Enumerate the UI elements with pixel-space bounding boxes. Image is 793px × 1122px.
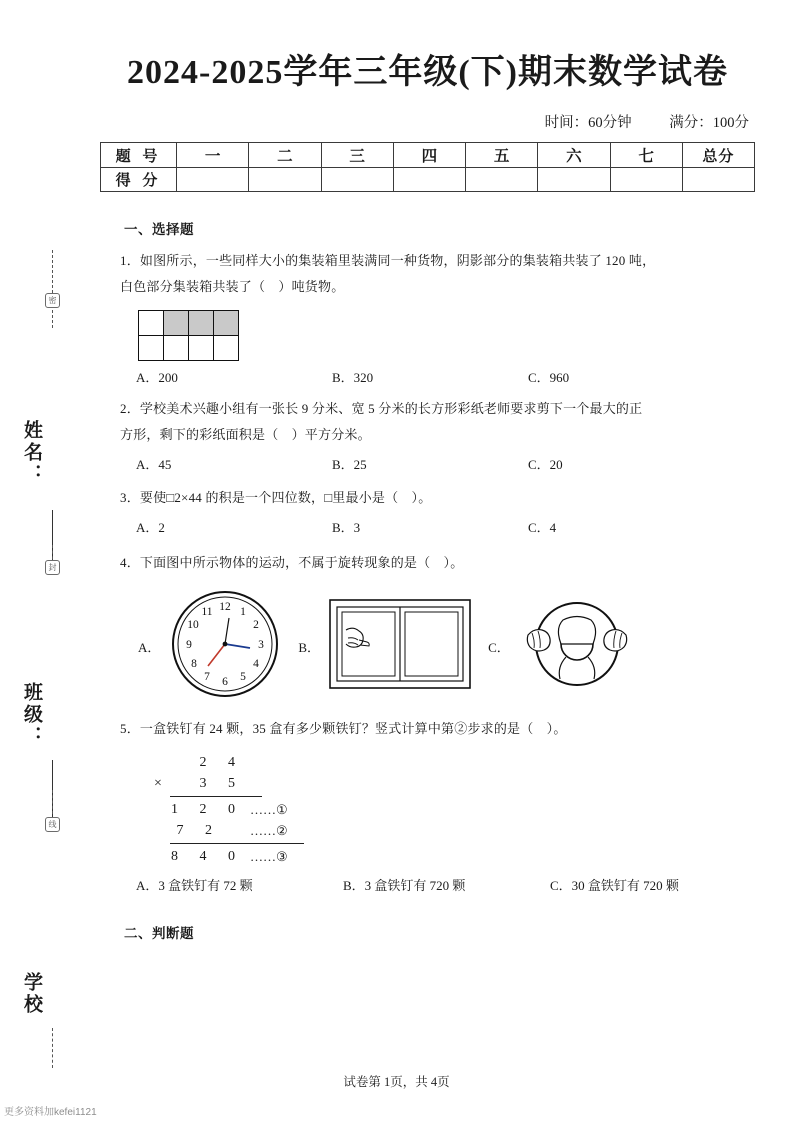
window-icon [326, 594, 474, 694]
container-grid-figure [138, 310, 239, 361]
grid-cell-1-0 [139, 336, 164, 361]
score-cell-7[interactable] [610, 168, 682, 192]
vcalc-result: 8 4 0 [171, 849, 244, 864]
vcalc-operand-2: 3 5 [199, 776, 244, 791]
seal-mark-1: 密 [45, 293, 60, 308]
seal-dash-line-3 [52, 790, 53, 814]
clock-icon [166, 588, 284, 700]
score-col-7: 七 [610, 143, 682, 168]
clock-figure [166, 588, 284, 705]
grid-cell-0-1-shaded [164, 311, 189, 336]
score-table-fill-row [101, 168, 755, 192]
score-cell-5[interactable] [466, 168, 538, 192]
name-field-label: 姓名： [21, 420, 42, 486]
class-field-label: 班级： [21, 682, 42, 748]
svg-text:1: 1 [240, 605, 247, 618]
steering-wheel-figure [516, 591, 638, 702]
svg-text:8: 8 [191, 657, 198, 670]
question-5-text: 一盒铁钉有 24 颗，35 盒有多少颗铁钉？竖式计算中第②步求的是（ ）。 [139, 721, 567, 736]
grid-figure-row-1 [139, 336, 239, 361]
score-table [100, 142, 755, 192]
page-footer: 试卷第 1页，共 4页 [343, 1075, 450, 1089]
question-1-line2 [120, 274, 757, 300]
exam-page [78, 0, 793, 1122]
svg-text:7: 7 [204, 670, 211, 683]
seal-dash-line-1 [52, 250, 53, 328]
svg-text:2: 2 [253, 618, 260, 631]
score-col-6: 六 [538, 143, 610, 168]
vcalc-line-3 [154, 799, 384, 820]
grid-cell-1-1 [164, 336, 189, 361]
score-col-2: 二 [249, 143, 321, 168]
question-2-option-b[interactable]: B．25 [332, 457, 367, 472]
section-title-choice: 一、选择题 [124, 222, 194, 237]
svg-text:9: 9 [186, 638, 193, 651]
svg-text:6: 6 [222, 675, 229, 688]
grid-cell-0-2-shaded [189, 311, 214, 336]
svg-text:5: 5 [240, 670, 247, 683]
question-5-line1 [120, 716, 757, 742]
grid-cell-0-0 [139, 311, 164, 336]
question-1-line1 [120, 248, 757, 274]
question-3-text: 要使□2×44 的积是一个四位数，□里最小是（ ）。 [139, 490, 432, 505]
question-1-option-c[interactable]: C．960 [528, 370, 570, 385]
grid-cell-1-2 [189, 336, 214, 361]
question-1-option-b[interactable]: B．320 [332, 370, 374, 385]
page-title: 2024-2025学年三年级(下)期末数学试卷 [127, 54, 728, 91]
question-4-number: 4． [120, 555, 140, 570]
score-cell-2[interactable] [249, 168, 321, 192]
question-3-line1 [120, 485, 757, 511]
steering-wheel-icon [516, 591, 638, 697]
question-4-text: 下面图中所示物体的运动，不属于旋转现象的是（ ）。 [139, 555, 464, 570]
question-1-options [136, 367, 757, 386]
score-col-5: 五 [466, 143, 538, 168]
vcalc-rule-1 [170, 796, 262, 797]
vcalc-operand-1: 2 4 [199, 755, 244, 770]
question-1-option-a[interactable]: A．200 [136, 370, 178, 385]
question-2-option-c[interactable]: C．20 [528, 457, 563, 472]
question-2-text-cont: 方形，剩下的彩纸面积是（ ）平方分米。 [120, 427, 371, 442]
question-2-number: 2． [120, 401, 140, 416]
question-5-option-c[interactable]: C．30 盒铁钉有 720 颗 [550, 878, 679, 893]
full-score-label: 满分：100分 [669, 115, 749, 131]
question-3-options [136, 517, 757, 536]
question-4-label-c: C． [488, 639, 510, 655]
question-5-option-a[interactable]: A．3 盒铁钉有 72 颗 [136, 878, 253, 893]
score-cell-total[interactable] [682, 168, 754, 192]
score-table-row-label-1: 得 分 [101, 168, 177, 192]
grid-figure-row-0 [139, 311, 239, 336]
score-col-4: 四 [393, 143, 465, 168]
vcalc-step-marker-3: ……③ [250, 849, 288, 864]
score-col-total: 总分 [682, 143, 754, 168]
svg-text:4: 4 [253, 657, 260, 670]
question-1-number: 1． [120, 253, 140, 268]
grid-cell-0-3-shaded [214, 311, 239, 336]
multiply-sign: × [154, 776, 162, 791]
vcalc-step-marker-2: ……② [250, 823, 288, 838]
question-2-option-a[interactable]: A．45 [136, 457, 172, 472]
score-cell-3[interactable] [321, 168, 393, 192]
question-2-line2 [120, 422, 757, 448]
vcalc-line-5 [154, 846, 384, 867]
svg-text:3: 3 [258, 638, 265, 651]
grid-cell-1-3 [214, 336, 239, 361]
score-cell-6[interactable] [538, 168, 610, 192]
seal-dash-line-4 [52, 1028, 53, 1068]
question-5-number: 5． [120, 721, 140, 736]
question-4-label-a: A． [138, 639, 161, 655]
svg-text:12: 12 [219, 600, 232, 613]
watermark-text: 更多资料加kefei1121 [4, 1107, 97, 1118]
question-4-label-b: B． [298, 639, 321, 655]
score-col-3: 三 [321, 143, 393, 168]
question-1-text: 如图所示，一些同样大小的集装箱里装满同一种货物，阴影部分的集装箱共装了 120 吨， [139, 253, 656, 268]
school-field-label: 学校 [21, 972, 42, 1016]
vcalc-line-4 [154, 820, 384, 841]
seal-mark-3: 线 [45, 817, 60, 832]
question-3-number: 3． [120, 490, 140, 505]
question-2-line1 [120, 396, 757, 422]
seal-mark-2: 封 [45, 560, 60, 575]
question-3-option-a[interactable]: A．2 [136, 520, 165, 535]
question-1-text-cont: 白色部分集装箱共装了（ ）吨货物。 [120, 279, 345, 294]
question-3-option-b[interactable]: B．3 [332, 520, 361, 535]
vcalc-partial-1: 1 2 0 [171, 802, 244, 817]
svg-text:11: 11 [201, 605, 213, 618]
question-4-figures [132, 588, 757, 704]
section-title-truefalse: 二、判断题 [124, 926, 194, 941]
time-limit-label: 时间：60分钟 [544, 115, 632, 131]
score-col-1: 一 [177, 143, 249, 168]
score-cell-4[interactable] [393, 168, 465, 192]
svg-text:10: 10 [187, 618, 200, 631]
vcalc-line-1 [154, 752, 384, 773]
vertical-calculation [154, 752, 384, 867]
window-figure [326, 594, 474, 699]
vcalc-partial-2: 7 2 [176, 823, 221, 838]
vcalc-line-2 [154, 773, 384, 794]
score-table-row-label-0: 题 号 [101, 143, 177, 168]
question-5-options [136, 875, 757, 894]
question-2-text: 学校美术兴趣小组有一张长 9 分米、宽 5 分米的长方形彩纸老师要求剪下一个最大的正 [139, 401, 643, 416]
vcalc-step-marker-1: ……① [250, 802, 288, 817]
question-4-line1 [120, 550, 757, 576]
left-margin-strip [0, 0, 78, 1122]
question-3-option-c[interactable]: C．4 [528, 520, 557, 535]
score-table-header-row [101, 143, 755, 168]
score-cell-1[interactable] [177, 168, 249, 192]
vcalc-rule-2 [170, 843, 304, 844]
question-5-option-b[interactable]: B．3 盒铁钉有 720 颗 [343, 878, 466, 893]
question-2-options [136, 454, 757, 473]
exam-meta [98, 111, 757, 132]
